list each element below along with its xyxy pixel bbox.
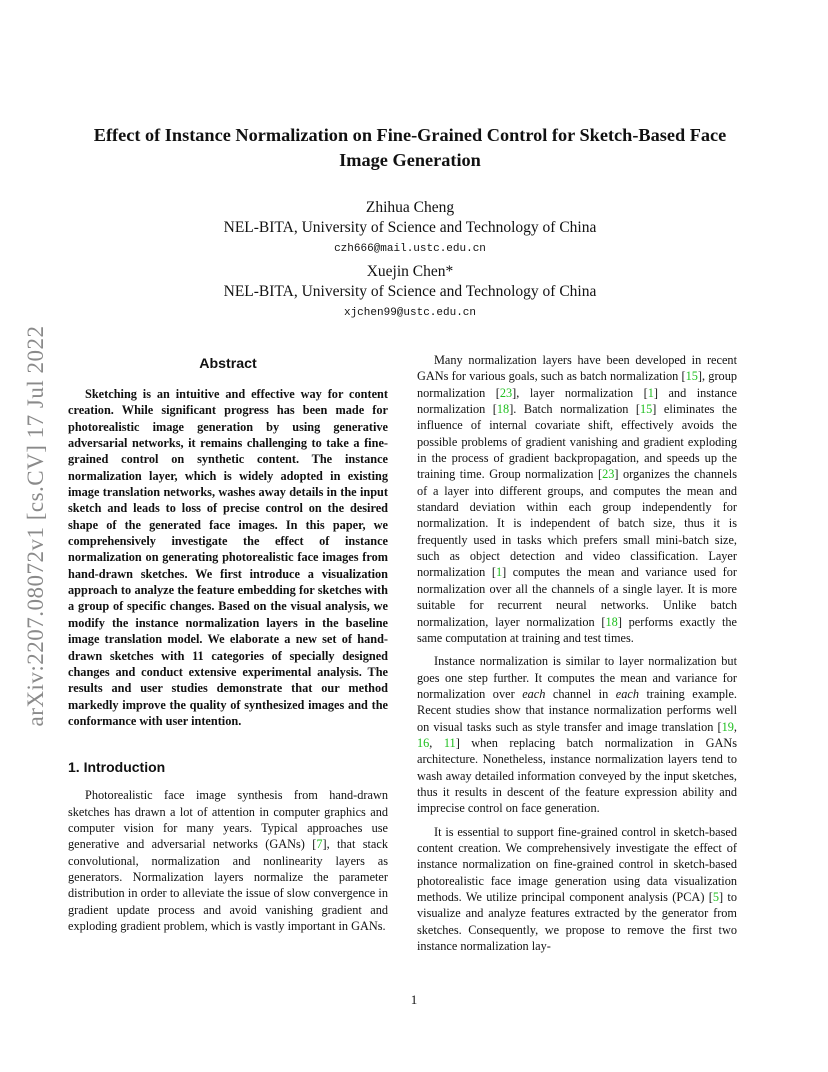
citation-link[interactable]: 18 — [496, 402, 510, 417]
citation-link[interactable]: 23 — [602, 467, 615, 482]
citation-link[interactable]: 23 — [499, 385, 513, 400]
author-name: Xuejin Chen* — [366, 263, 454, 280]
citation-link[interactable]: 1 — [495, 565, 503, 580]
text-run: ] organizes the channels of a layer into different groups, and computes the mean and standard deviation within each group independently for normalization. It is independent of batch size, thus it is frequently used in tasks which prefers small mini-batch size, such as object detection and video classification. Layer normalization [ — [417, 467, 737, 580]
author-affiliation: NEL-BITA, University of Science and Technology of China — [223, 219, 597, 236]
text-run: ] to visualize and analyze features extracted by the generator from sketches. Consequently, we propose to remove the first two instance normalization lay- — [417, 890, 737, 954]
abstract-text: Sketching is an intuitive and effective way for content creation. While significant progress has been made for photorealistic image generation by using generative adversarial networks, it remains challenging to take a fine-grained control on synthetic content. The instance normalization layer, which is widely adopted in existing image translation networks, washes away details in the input sketch and leads to loss of precise control on the desired shape of the generated face images. In this paper, we comprehensively investigate the effect of instance normalization on generating photorealistic face images from hand-drawn sketches. We first introduce a visualization approach to analyze the feature embedding for sketches with a group of specific changes. Based on the visual analysis, we modify the instance normalization layers in the baseline image translation model. We elaborate a new set of hand-drawn sketches with 11 categories of specially designed changes and conduct extensive experimental analysis. The results and user studies demonstrate that our method markedly improve the quality of synthesized images and the conformance with user intention. — [68, 387, 388, 728]
citation-link[interactable]: 18 — [605, 614, 618, 629]
text-run: ], group normalization [ — [417, 369, 737, 400]
author-block-1 — [60, 198, 760, 258]
left-column — [68, 352, 388, 941]
text-run: training example. Recent studies show that instance normalization performs well on visual tasks such as style transfer and image translation [ — [417, 686, 737, 734]
text-run: Many normalization layers have been developed in recent GANs for various goals, such as batch normalization [ — [417, 353, 737, 384]
title-line-1: Effect of Instance Normalization on Fine-Grained Control for Sketch-Based Face — [93, 125, 727, 145]
text-run: , — [429, 735, 444, 750]
citation-link[interactable]: 1 — [647, 385, 654, 400]
text-run: ], layer normalization [ — [512, 385, 648, 400]
text-run: ], that stack convolutional, normalization and nonlinearity layers as generators. Normalization layers normalize the parameter distribution in order to alleviate the issue of slow convergence in gradient update process and avoid vanishing gradient and exploding gradient problem, which is vastly important in GANs. — [68, 837, 388, 933]
author-block-2 — [60, 262, 760, 322]
section-heading-introduction: 1. Introduction — [68, 759, 166, 776]
text-run: ] eliminates the influence of internal covariate shift, effectively avoids the possible problems of gradient vanishing and gradient exploding in the process of gradient backpropagation, and speeds up the training time. Group normalization [ — [417, 402, 737, 482]
citation-link[interactable]: 5 — [712, 890, 719, 904]
text-run: ] performs exactly the same computation at training and test times. — [417, 614, 737, 645]
author-email: xjchen99@ustc.edu.cn — [343, 307, 477, 319]
emphasis-text: each — [615, 686, 639, 701]
citation-link[interactable]: 16 — [417, 735, 430, 750]
author-name: Zhihua Cheng — [365, 199, 455, 216]
citation-link[interactable]: 15 — [685, 369, 698, 384]
page-number: 1 — [410, 992, 418, 1007]
text-run: ] computes the mean and variance used for normalization over all the channels of a single layer. It is more suitable for recurrent neural networks. Unlike batch normalization, layer normalization [ — [417, 565, 738, 629]
text-run: , — [733, 719, 737, 734]
arxiv-id: arXiv:2207.08072v1 [cs.CV] 17 Jul 2022 — [23, 325, 48, 727]
text-run: channel in — [545, 686, 616, 701]
text-run: ] when replacing batch normalization in GANs architecture. Nonetheless, instance normalization layers tend to wash away detailed information conveyed by the input sketches, thus it results in descent of the feature expression ability and imprecise control on face generation. — [417, 735, 737, 816]
text-run: It is essential to support fine-grained control in sketch-based content creation. We comprehensively investigate the effect of instance normalization on fine-grained control in sketch-based photorealistic face image generation using data visualization methods. We utilize principal component analysis (PCA) [ — [417, 824, 737, 904]
paper-title — [60, 123, 760, 173]
citation-link[interactable]: 15 — [640, 402, 653, 417]
intro-paragraph-4 — [417, 824, 737, 955]
citation-link[interactable]: 19 — [721, 719, 734, 734]
text-run: ]. Batch normalization [ — [509, 402, 640, 417]
text-run: Instance normalization is similar to layer normalization but goes one step further. It computes the mean and variance for normalization over — [417, 654, 737, 701]
title-line-2: Image Generation — [339, 150, 481, 170]
right-column — [417, 352, 737, 961]
author-email: czh666@mail.ustc.edu.cn — [334, 243, 486, 255]
intro-paragraph-3 — [417, 653, 737, 816]
emphasis-text: each — [522, 686, 546, 701]
arxiv-stamp — [14, 296, 58, 756]
text-run: Photorealistic face image synthesis from hand-drawn sketches has drawn a lot of attention in computer graphics and computer vision for many years. Typical approaches use generative and adversarial networks (GANs) [ — [68, 788, 388, 852]
intro-paragraph-2 — [417, 352, 737, 646]
abstract-heading: Abstract — [199, 356, 257, 372]
citation-link[interactable]: 11 — [443, 735, 456, 750]
author-affiliation: NEL-BITA, University of Science and Technology of China — [223, 283, 597, 300]
citation-link[interactable]: 7 — [316, 837, 323, 852]
text-run: ] and instance normalization [ — [417, 385, 738, 417]
intro-paragraph-1 — [68, 787, 388, 934]
